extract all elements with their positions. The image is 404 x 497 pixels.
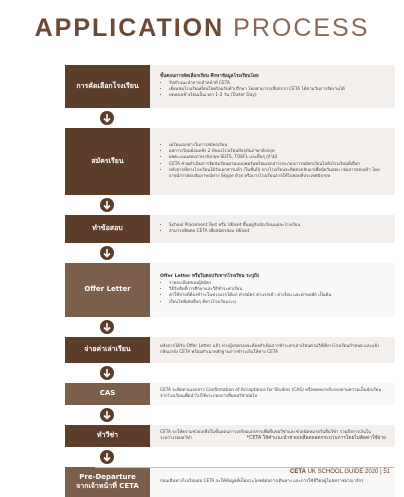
- step-apply: [65, 128, 395, 195]
- step-label: สมัครเรียน: [65, 128, 150, 195]
- title-bold: APPLICATION: [34, 14, 225, 42]
- step-heading: Offer Letter หรือใบตอบรับจากโรงเรียน ระบุถึง: [160, 274, 260, 280]
- arrow-down-icon: [100, 366, 114, 380]
- arrow-down-icon: [100, 111, 114, 125]
- arrow-down-icon: [100, 198, 114, 212]
- step-text: CETA จะติดตามเอกสาร Confirmation of Acceptance for Studies (CAS) หรือจดหมายรับรองตามความเป็นนักเรียนจากโรงเรียนเพื่อนำไปใช้ประกอบการยื่นขอวีซ่าต่อไป: [160, 387, 382, 399]
- list-item: • สามารถติดต่อ CETA เพื่อสมัครสอบ UKiset: [169, 229, 385, 235]
- list-item: • รายละเอียดของผู้สมัคร: [169, 281, 385, 287]
- title-light: PROCESS: [233, 14, 370, 42]
- arrow-divider: [65, 405, 395, 425]
- list-item: • เยี่ยมชมโรงเรียนที่สนใจพร้อมรับคำปรึกษา โดยสามารถเลือกจาก CETA ได้ตามวันการจัดงานได้: [169, 87, 385, 93]
- step-description: [150, 65, 395, 108]
- footer-text: [290, 469, 390, 475]
- list-item: • ค่าใช้จ่ายที่ต้องชำระในช่วงแรกได้แก่ ค่าสมัคร ค่าแรกเข้า ค่าเรียน และค่าหอพัก เป็นต้น: [169, 293, 385, 299]
- bullet-list: [160, 143, 385, 180]
- step-description: [150, 383, 395, 405]
- step-description: [150, 337, 395, 363]
- footer-separator: |: [380, 469, 382, 475]
- arrow-divider: [65, 108, 395, 128]
- arrow-divider: [65, 317, 395, 337]
- step-text: หลังจากได้รับ Offer Letter แล้ว ทางผู้ปกครองจะต้องดำเนินการชำระค่าเล่าเรียนตามวิธีที่ทางโรงเรียนกำหนด และแจ้งกลับมายัง CETA พร้อมสำเนาหลักฐานการชำระเงินให้ทาง CETA: [160, 343, 380, 355]
- process-steps: [65, 65, 395, 497]
- list-item: • ผลการเรียนย้อนหลัง 2 ปีของโรงเรียนปัจจุบันภาษาอังกฤษ: [169, 149, 385, 155]
- arrow-divider: [65, 195, 395, 215]
- step-label: CAS: [65, 383, 150, 405]
- footer-guide: UK SCHOOL GUIDE 2020: [307, 469, 379, 475]
- list-item: • เตรียมเอกสารในการสมัครเรียน: [169, 143, 385, 149]
- step-label: Offer Letter: [65, 263, 150, 317]
- bullet-list: [160, 281, 385, 306]
- step-text: CETA จะให้ความช่วยเหลือในขั้นตอนการเตรียมเอกสารเพื่อยื่นขอวีซ่าและช่วยนัดหมายวันยื่นวีซ่า รวมถึงการเงินในระหว่างรอผลวีซ่า: [160, 429, 371, 441]
- arrow-down-icon: [100, 246, 114, 260]
- list-item: • CETA ช่วยดำเนินการจัดส่งเรียนตามแบบฟอร์มพร้อมเอกสารประกอบการสมัครเรียนไปยังโรงเรียนที่เลือก: [169, 162, 385, 168]
- list-item: • ผลคะแนนสอบภาษาอังกฤษ IELTS, TOEFL และอื่นๆ (ถ้ามี): [169, 155, 385, 161]
- step-cas: [65, 383, 395, 405]
- footer-brand: CETA: [290, 469, 306, 475]
- list-item: • วิธีรับสิทธิ์การศึกษาและวิธีชำระค่าเรียน: [169, 287, 385, 293]
- list-item: • รับคำแนะนำจากเจ้าหน้าที่ CETA: [169, 81, 385, 87]
- bullet-list: [160, 223, 385, 235]
- step-label: ทำข้อสอบ: [65, 215, 150, 243]
- step-label: ทำวีซ่า: [65, 425, 150, 447]
- arrow-divider: [65, 363, 395, 383]
- step-text: ก่อนเดินทางไปเรียนต่อ CETA จะให้ข้อมูลที่เป็นประโยชน์ต่อการเดินทาง และการใช้ชีวิตอยู่ในสหราชอาณาจักร: [160, 478, 364, 484]
- arrow-down-icon: [100, 450, 114, 464]
- step-label: การคัดเลือกโรงเรียน: [65, 65, 150, 108]
- step-description: [150, 215, 395, 243]
- step-pay-tuition: [65, 337, 395, 363]
- list-item: • School Placement Test หรือ UKiset ขึ้นอยู่กับนักเรียนแต่ละโรงเรียน: [169, 223, 385, 229]
- step-exam: [65, 215, 395, 243]
- page-number: 51: [383, 469, 390, 475]
- step-label: จ่ายค่าเล่าเรียน: [65, 337, 150, 363]
- bullet-list: [160, 81, 385, 100]
- list-item: • ทดลองเข้าเรียนเป็นเวลา 1-2 วัน (Taster Day): [169, 93, 385, 99]
- step-description: [150, 263, 395, 317]
- arrow-down-icon: [100, 408, 114, 422]
- step-offer-letter: [65, 263, 395, 317]
- footnote: *CETA ให้คำแนะนำช่วยเหลือตลอดกระบวนการโดยไม่คิดค่าใช้จ่าย: [246, 436, 386, 441]
- list-item: • เงื่อนไขพิเศษอื่นๆ ที่ทางโรงเรียนระบุ: [169, 300, 385, 306]
- step-description: [150, 128, 395, 195]
- arrow-divider: [65, 243, 395, 263]
- step-school-selection: [65, 65, 395, 108]
- step-heading: ขั้นตอนการคัดเลือกเรียน ศึกษาข้อมูลโรงเรียนโดย: [160, 73, 259, 79]
- step-label: Pre-Departure จากเจ้าหน้าที่ CETA: [65, 467, 150, 497]
- page-title: [0, 14, 404, 43]
- arrow-divider: [65, 447, 395, 467]
- list-item: • หลังจากที่ทางโรงเรียนได้รับเอกสารแล้ว (ในชั้นปี) ทางโรงเรียนจะติดต่อกลับมาเพื่อนัดวันสอบ เช่นการสอบเข้า โดยอาจมีการสอบสัมภาษณ์ทาง Skype ด้วย หรือบางโรงเรียนอาจให้ไปสอบที่ประเทศอังกฤษ: [169, 168, 385, 180]
- arrow-down-icon: [100, 320, 114, 334]
- page-footer: [0, 466, 404, 480]
- footer-rule: [95, 467, 394, 468]
